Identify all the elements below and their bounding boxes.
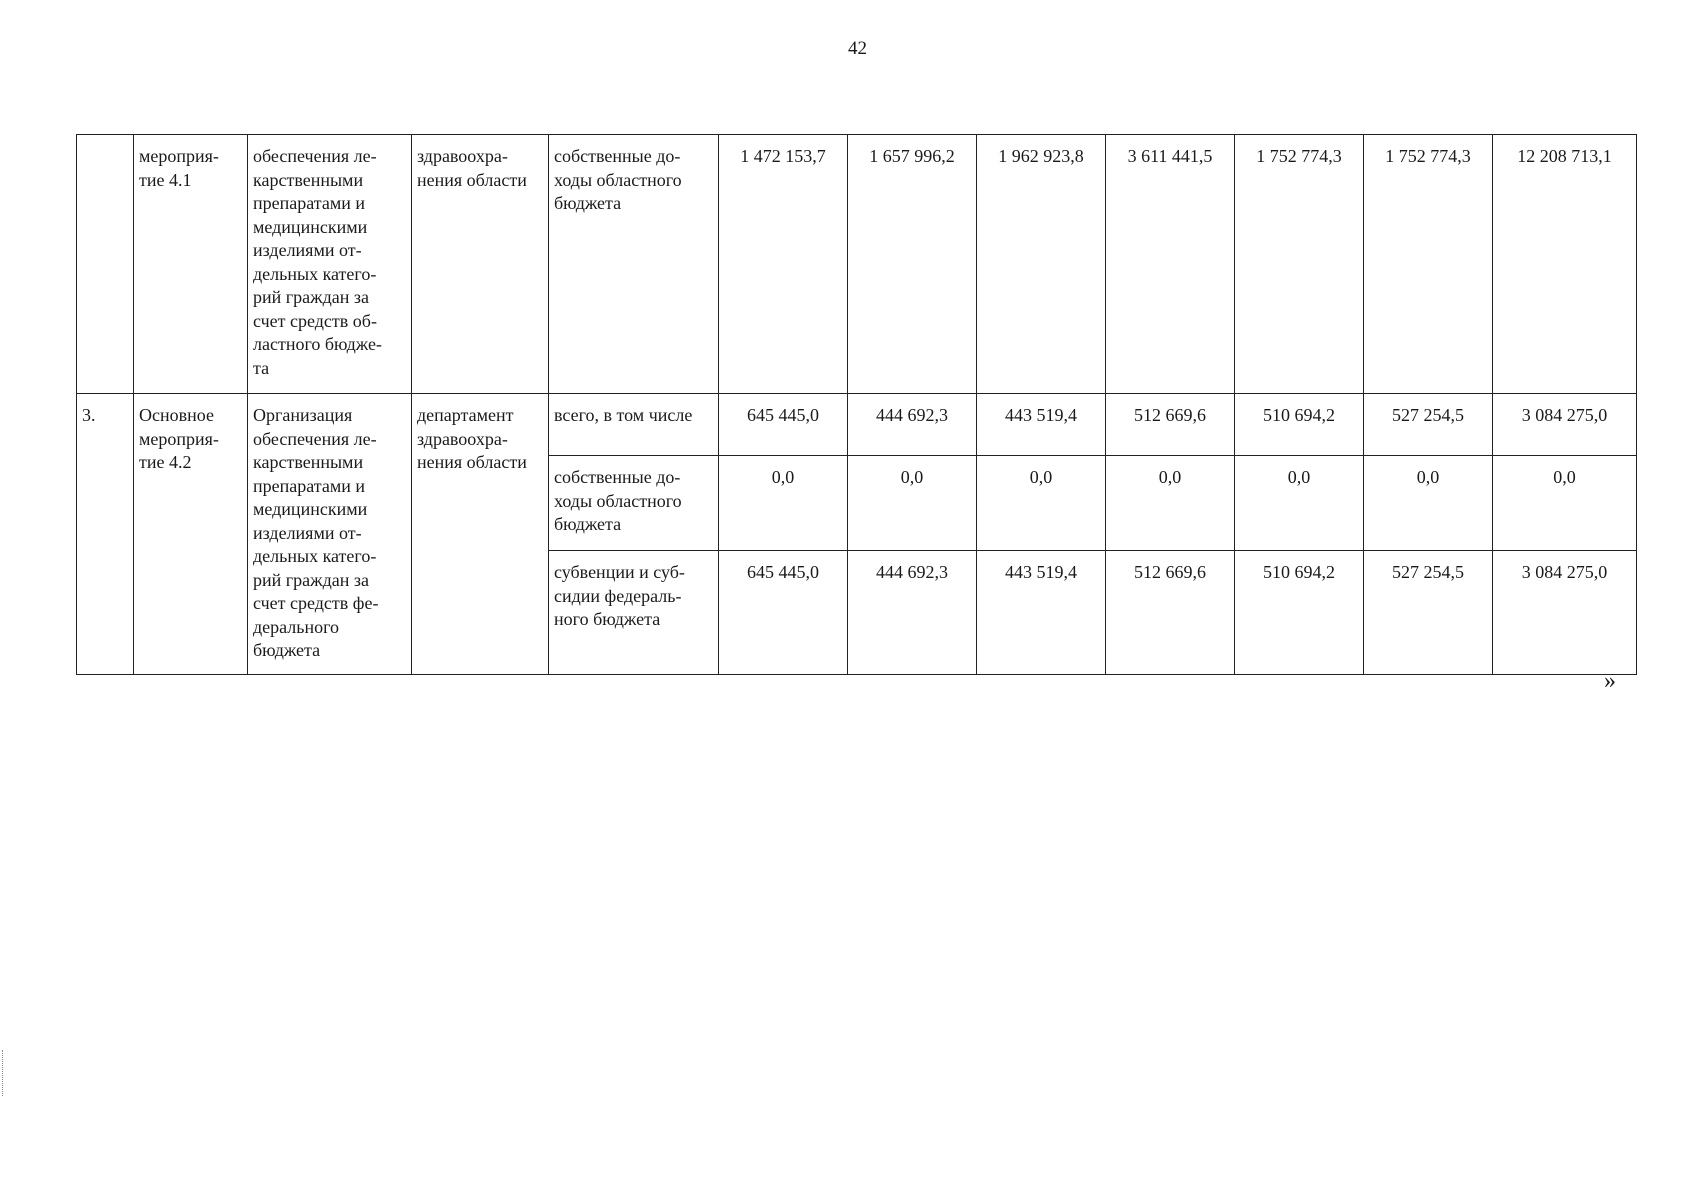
value-cell: 443 519,4 (977, 394, 1106, 456)
total-value-cell: 0,0 (1493, 456, 1637, 551)
value-cell: 512 669,6 (1106, 394, 1235, 456)
executor-cell: здравоохра- нения области (412, 135, 549, 394)
row-index-cell (77, 135, 134, 394)
measure-description-cell: обеспечения ле- карственными препаратами и медицинскими изделиями от- дельных катего- рий граждан за счет средств об- ластного бюдже- та (248, 135, 412, 394)
value-cell: 444 692,3 (848, 551, 977, 675)
value-cell: 0,0 (977, 456, 1106, 551)
measure-name-cell: Основное мероприя- тие 4.2 (134, 394, 248, 675)
value-cell: 527 254,5 (1364, 394, 1493, 456)
value-cell: 0,0 (1106, 456, 1235, 551)
funding-source-cell: субвенции и суб- сидии федераль- ного бюджета (549, 551, 719, 675)
page-number: 42 (848, 38, 867, 59)
value-cell: 444 692,3 (848, 394, 977, 456)
table-row (77, 135, 1637, 394)
value-cell: 0,0 (1364, 456, 1493, 551)
row-index-cell: 3. (77, 394, 134, 675)
value-cell: 0,0 (848, 456, 977, 551)
value-cell: 443 519,4 (977, 551, 1106, 675)
value-cell: 527 254,5 (1364, 551, 1493, 675)
funding-source-cell: собственные до- ходы областного бюджета (549, 135, 719, 394)
value-cell: 1 472 153,7 (719, 135, 848, 394)
value-cell: 1 657 996,2 (848, 135, 977, 394)
total-value-cell: 12 208 713,1 (1493, 135, 1637, 394)
value-cell: 512 669,6 (1106, 551, 1235, 675)
measure-name-cell: мероприя- тие 4.1 (134, 135, 248, 394)
value-cell: 0,0 (719, 456, 848, 551)
value-cell: 1 752 774,3 (1235, 135, 1364, 394)
value-cell: 3 611 441,5 (1106, 135, 1235, 394)
budget-table (76, 134, 1637, 675)
value-cell: 510 694,2 (1235, 394, 1364, 456)
executor-cell: департамент здравоохра- нения области (412, 394, 549, 675)
funding-source-cell: всего, в том числе (549, 394, 719, 456)
value-cell: 1 962 923,8 (977, 135, 1106, 394)
value-cell: 0,0 (1235, 456, 1364, 551)
value-cell: 645 445,0 (719, 394, 848, 456)
measure-description-cell: Организация обеспечения ле- карственными препаратами и медицинскими изделиями от- дельных катего- рий граждан за счет средств фе- дерального бюджета (248, 394, 412, 675)
funding-source-cell: собственные до- ходы областного бюджета (549, 456, 719, 551)
total-value-cell: 3 084 275,0 (1493, 551, 1637, 675)
value-cell: 1 752 774,3 (1364, 135, 1493, 394)
total-value-cell: 3 084 275,0 (1493, 394, 1637, 456)
table-row (77, 394, 1637, 456)
closing-quote: » (1604, 668, 1616, 694)
margin-marks (2, 1050, 6, 1096)
value-cell: 645 445,0 (719, 551, 848, 675)
value-cell: 510 694,2 (1235, 551, 1364, 675)
